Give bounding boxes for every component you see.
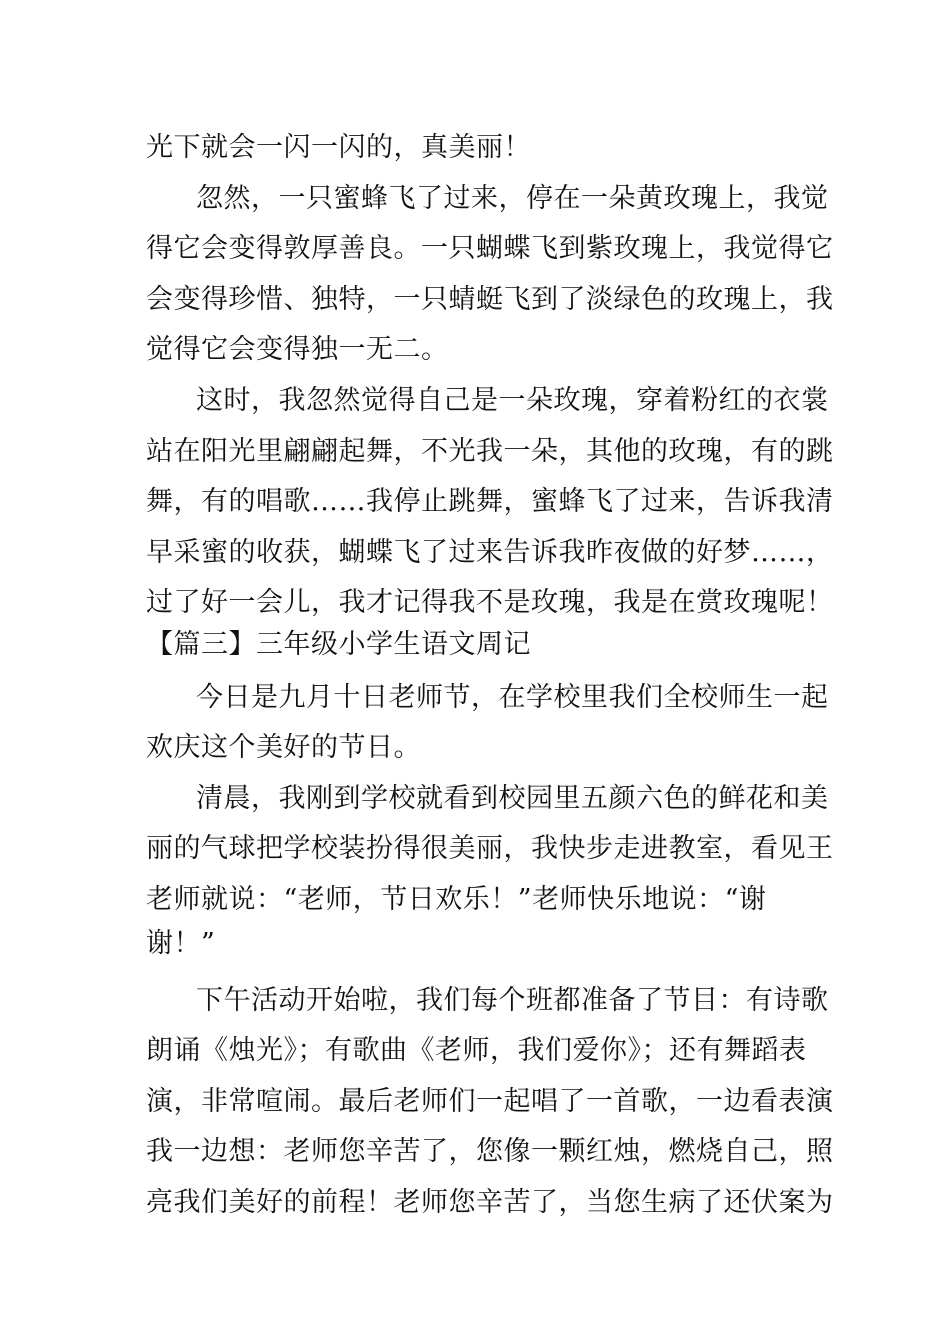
- text-line: 谢！”: [146, 928, 216, 959]
- text-line: 演，非常喧闹。最后老师们一起唱了一首歌，一边看表演: [146, 1086, 834, 1117]
- paragraph-start: 忽然，一只蜜蜂飞了过来，停在一朵黄玫瑰上，我觉: [196, 183, 829, 214]
- paragraph-start: 今日是九月十日老师节，在学校里我们全校师生一起: [196, 682, 829, 713]
- text-line: 过了好一会儿，我才记得我不是玫瑰，我是在赏玫瑰呢！: [146, 587, 834, 618]
- paragraph-start: 下午活动开始啦，我们每个班都准备了节目：有诗歌: [196, 985, 829, 1016]
- text-line: 老师就说：“老师，节日欢乐！”老师快乐地说：“谢: [146, 884, 767, 915]
- paragraph-start: 清晨，我刚到学校就看到校园里五颜六色的鲜花和美: [196, 783, 829, 814]
- paragraph-start: 这时，我忽然觉得自己是一朵玫瑰，穿着粉红的衣裳: [196, 385, 829, 416]
- text-line: 站在阳光里翩翩起舞，不光我一朵，其他的玫瑰，有的跳: [146, 436, 834, 467]
- text-line: 亮我们美好的前程！老师您辛苦了，当您生病了还伏案为: [146, 1187, 834, 1218]
- text-line: 早采蜜的收获，蝴蝶飞了过来告诉我昨夜做的好梦……，: [146, 537, 834, 568]
- text-line: 朗诵《烛光》；有歌曲《老师，我们爱你》；还有舞蹈表: [146, 1035, 807, 1066]
- text-line: 觉得它会变得独一无二。: [146, 334, 449, 365]
- text-line: 光下就会一闪一闪的，真美丽！: [146, 132, 531, 163]
- text-line: 我一边想：老师您辛苦了，您像一颗红烛，燃烧自己，照: [146, 1136, 834, 1167]
- text-line: 欢庆这个美好的节日。: [146, 732, 421, 763]
- section-heading: 【篇三】三年级小学生语文周记: [146, 629, 531, 660]
- text-line: 会变得珍惜、独特，一只蜻蜓飞到了淡绿色的玫瑰上，我: [146, 284, 834, 315]
- text-line: 丽的气球把学校装扮得很美丽，我快步走进教室，看见王: [146, 833, 834, 864]
- text-line: 舞，有的唱歌……我停止跳舞，蜜蜂飞了过来，告诉我清: [146, 486, 834, 517]
- text-line: 得它会变得敦厚善良。一只蝴蝶飞到紫玫瑰上，我觉得它: [146, 233, 834, 264]
